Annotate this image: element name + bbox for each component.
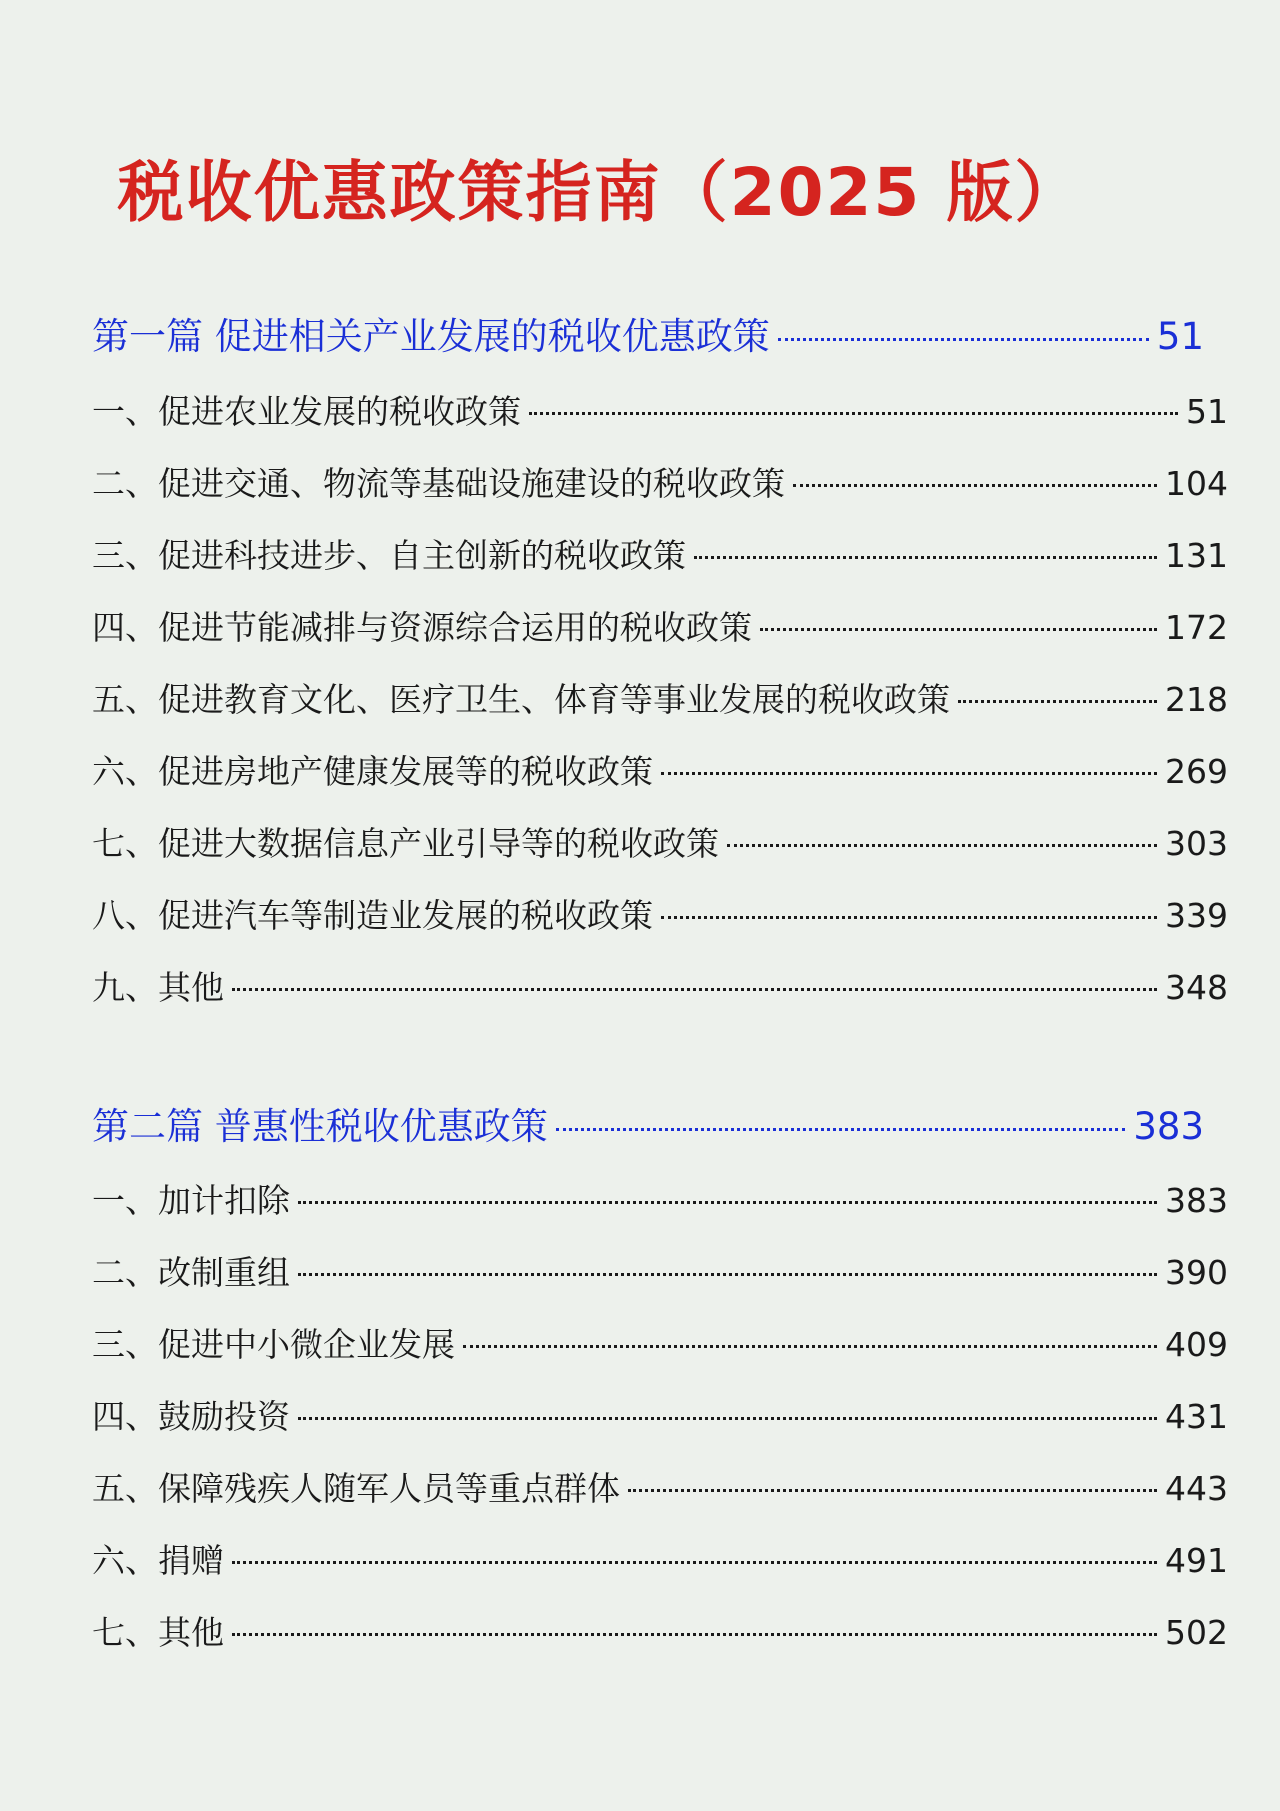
toc-item-label: 六、捐赠 [92, 1541, 224, 1580]
toc-item[interactable] [92, 1319, 1228, 1371]
toc-page-number: 431 [1165, 1397, 1228, 1436]
toc-leader-dots [463, 1345, 1157, 1348]
toc-item[interactable] [92, 1463, 1228, 1515]
toc-part-heading[interactable] [92, 309, 1204, 365]
toc-item[interactable] [92, 1175, 1228, 1227]
toc-page-number: 269 [1165, 752, 1228, 791]
toc-page-number: 383 [1133, 1105, 1204, 1148]
toc-page-number: 339 [1165, 896, 1228, 935]
toc-part-heading[interactable] [92, 1099, 1204, 1155]
toc-page-number: 172 [1165, 608, 1228, 647]
toc-item[interactable] [92, 674, 1228, 726]
toc-item-label: 四、鼓励投资 [92, 1397, 290, 1436]
toc-leader-dots [232, 1633, 1157, 1636]
toc-page-number: 348 [1165, 968, 1228, 1007]
toc-leader-dots [298, 1273, 1157, 1276]
toc-item-label: 一、加计扣除 [92, 1181, 290, 1220]
toc-page-number: 409 [1165, 1325, 1228, 1364]
toc-leader-dots [232, 988, 1157, 991]
toc-leader-dots [556, 1128, 1126, 1131]
toc-page-number: 443 [1165, 1469, 1228, 1508]
toc-page-number: 104 [1165, 464, 1228, 503]
toc-part-label: 第一篇 促进相关产业发展的税收优惠政策 [92, 315, 770, 358]
toc-item[interactable] [92, 1247, 1228, 1299]
toc-item-label: 四、促进节能减排与资源综合运用的税收政策 [92, 608, 752, 647]
toc-item-label: 一、促进农业发展的税收政策 [92, 392, 521, 431]
toc-leader-dots [298, 1201, 1157, 1204]
toc-leader-dots [958, 700, 1157, 703]
toc-item-label: 五、促进教育文化、医疗卫生、体育等事业发展的税收政策 [92, 680, 950, 719]
toc-item-label: 三、促进科技进步、自主创新的税收政策 [92, 536, 686, 575]
toc-leader-dots [661, 916, 1157, 919]
toc-page-number: 218 [1165, 680, 1228, 719]
toc-leader-dots [778, 338, 1149, 341]
toc-page-number: 502 [1165, 1613, 1228, 1652]
toc-item[interactable] [92, 1535, 1228, 1587]
toc-part-label: 第二篇 普惠性税收优惠政策 [92, 1105, 548, 1148]
toc-leader-dots [232, 1561, 1157, 1564]
toc-item[interactable] [92, 1391, 1228, 1443]
toc-item[interactable] [92, 602, 1228, 654]
toc-leader-dots [760, 628, 1157, 631]
toc-item-label: 六、促进房地产健康发展等的税收政策 [92, 752, 653, 791]
toc-page-number: 303 [1165, 824, 1228, 863]
toc-item[interactable] [92, 1607, 1228, 1659]
toc-item-label: 三、促进中小微企业发展 [92, 1325, 455, 1364]
toc-item-label: 五、保障残疾人随军人员等重点群体 [92, 1469, 620, 1508]
toc-leader-dots [661, 772, 1157, 775]
toc-item-label: 七、促进大数据信息产业引导等的税收政策 [92, 824, 719, 863]
toc-item-label: 八、促进汽车等制造业发展的税收政策 [92, 896, 653, 935]
toc-item[interactable] [92, 962, 1228, 1014]
toc-item-label: 二、促进交通、物流等基础设施建设的税收政策 [92, 464, 785, 503]
toc-page-number: 491 [1165, 1541, 1228, 1580]
toc-leader-dots [529, 412, 1178, 415]
toc-item-label: 七、其他 [92, 1613, 224, 1652]
toc-item[interactable] [92, 458, 1228, 510]
toc-leader-dots [793, 484, 1157, 487]
toc-page-number: 51 [1156, 315, 1204, 358]
toc-leader-dots [298, 1417, 1157, 1420]
toc-leader-dots [727, 844, 1157, 847]
toc-page-number: 390 [1165, 1253, 1228, 1292]
toc-item[interactable] [92, 386, 1228, 438]
toc-item[interactable] [92, 818, 1228, 870]
toc-item-label: 九、其他 [92, 968, 224, 1007]
toc-page-number: 131 [1165, 536, 1228, 575]
toc-item[interactable] [92, 746, 1228, 798]
toc-item-label: 二、改制重组 [92, 1253, 290, 1292]
toc-leader-dots [628, 1489, 1157, 1492]
toc-item[interactable] [92, 890, 1228, 942]
toc-item[interactable] [92, 530, 1228, 582]
document-title: 税收优惠政策指南（2025 版） [117, 154, 1083, 231]
toc-page-number: 383 [1165, 1181, 1228, 1220]
toc-leader-dots [694, 556, 1157, 559]
toc-page-number: 51 [1186, 392, 1228, 431]
